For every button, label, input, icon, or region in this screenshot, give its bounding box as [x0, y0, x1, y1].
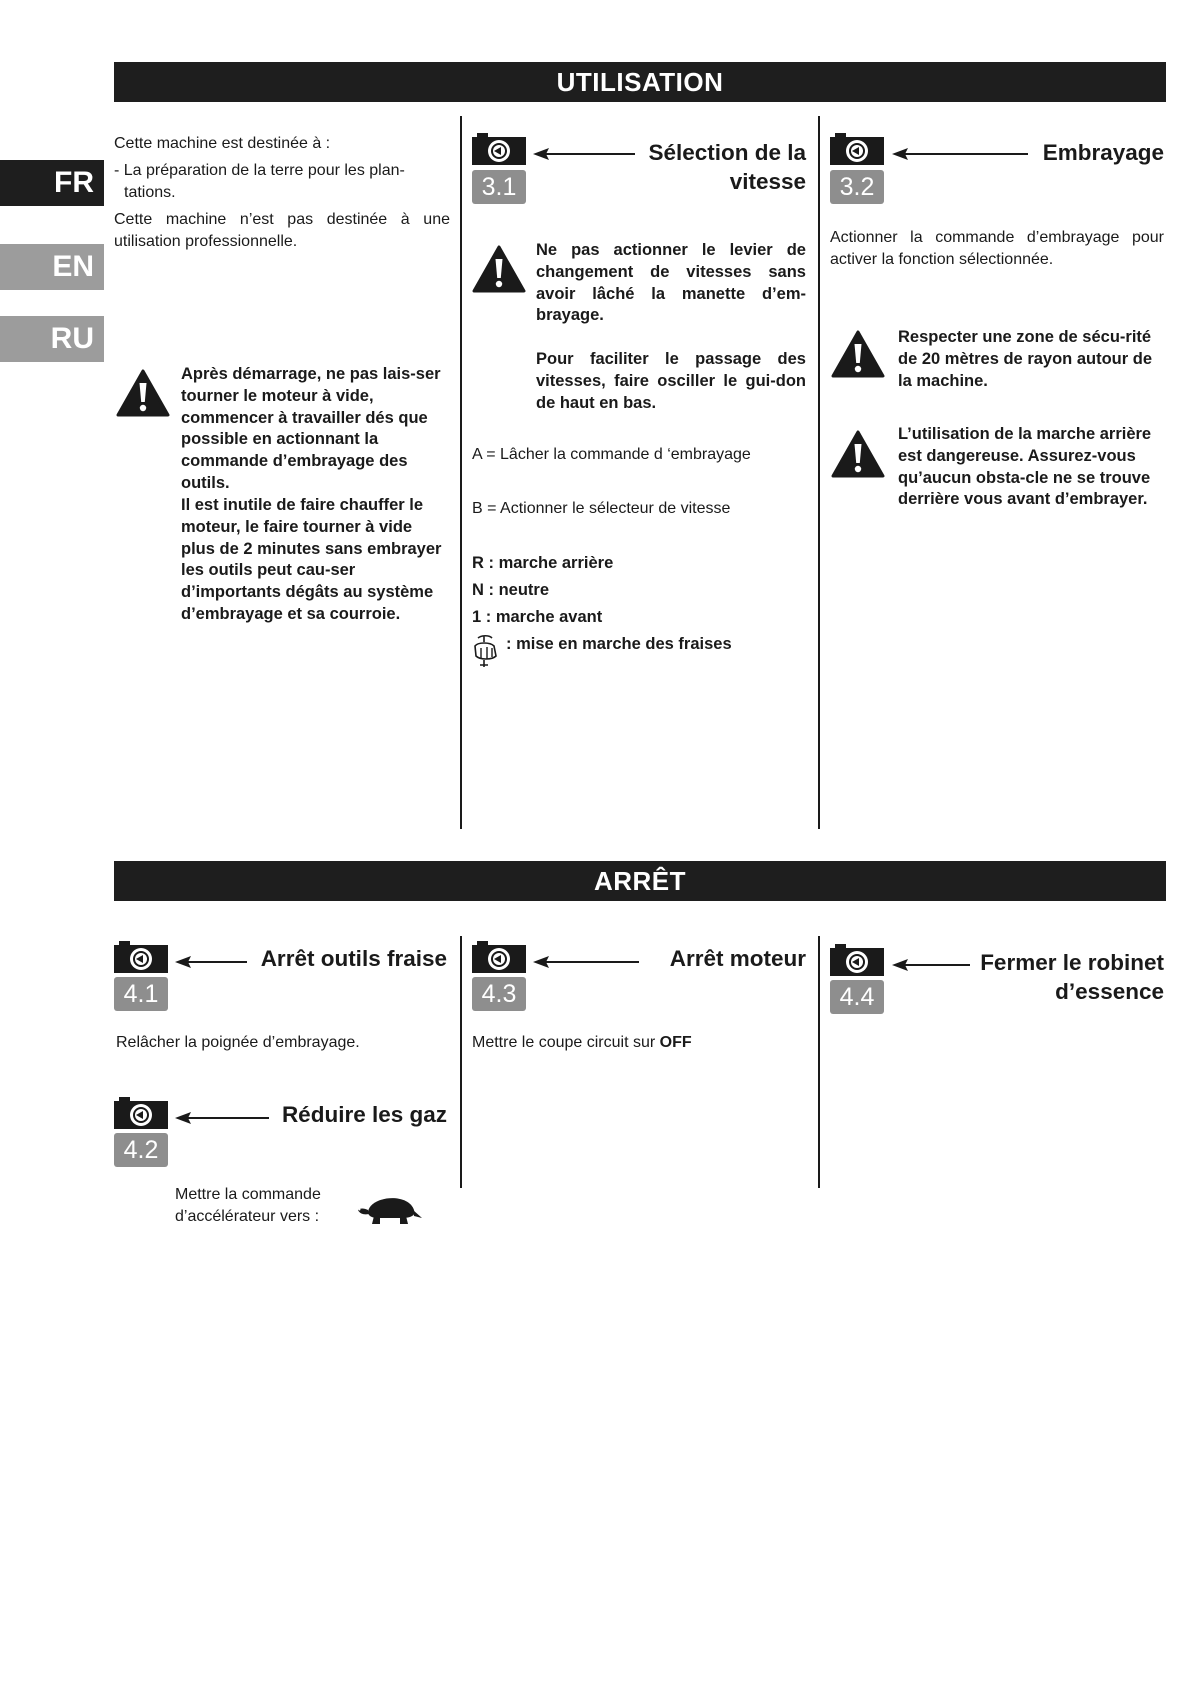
throttle-line: Mettre la commande: [175, 1186, 321, 1203]
turtle-icon: [358, 1188, 424, 1228]
section-title-tools-stop: Arrêt outils fraise: [260, 946, 447, 971]
step-badge-4-1: 4.1: [114, 977, 168, 1011]
step-badge-4-3: 4.3: [472, 977, 526, 1011]
tiller-icon: [472, 634, 500, 668]
gear-forward: 1 : marche avant: [472, 608, 603, 626]
gear-tiller: : mise en marche des fraises: [506, 635, 732, 653]
gear-neutral: N : neutre: [472, 581, 550, 599]
warning-safety-zone: Respecter une zone de sécu-rité de 20 mètres de rayon autour de la machine.: [898, 328, 1153, 390]
tab-ru[interactable]: RU: [0, 316, 104, 362]
engine-stop-instruction: Mettre le coupe circuit sur: [472, 1034, 656, 1051]
column-divider: [818, 936, 820, 1188]
arrow-left-icon: [892, 958, 970, 972]
warning-icon: [472, 245, 526, 293]
step-badge-3-2: 3.2: [830, 170, 884, 204]
warning-warmup: Il est inutile de faire chauffer le moteur, le faire tourner à vide plus de 2 minutes sans embrayer les outils peut cau-ser d’importants dégâts au système d’embrayage et sa courroie.: [181, 496, 442, 623]
title-line: vitesse: [729, 169, 806, 194]
camera-icon: [114, 941, 168, 973]
warning-reverse: L’utilisation de la marche arrière est dangereuse. Assurez-vous qu’aucun obsta-cle ne se trouve derrière vous avant d’embrayer.: [898, 425, 1152, 509]
tab-fr[interactable]: FR: [0, 160, 104, 206]
title-line: Sélection de la: [648, 140, 806, 165]
warning-idle-engine: Après démarrage, ne pas lais-ser tourner le moteur à vide, commencer à travailler dés que possible en actionnant la commande d’embrayage des outils.: [181, 365, 441, 492]
arret-heading: ARRÊT: [114, 861, 1166, 901]
gear-reverse: R : marche arrière: [472, 554, 614, 572]
arrow-left-icon: [175, 1111, 269, 1125]
intro-line1: Cette machine est destinée à :: [114, 135, 331, 152]
step-badge-4-2: 4.2: [114, 1133, 168, 1167]
camera-icon: [114, 1097, 168, 1129]
warning-icon: [831, 430, 885, 478]
column-divider: [818, 116, 820, 829]
section-title-throttle: Réduire les gaz: [281, 1102, 447, 1127]
throttle-line: d’accélérateur vers :: [175, 1207, 320, 1225]
utilisation-heading: UTILISATION: [114, 62, 1166, 102]
step-a: A = Lâcher la commande d ‘embrayage: [472, 446, 751, 463]
arrow-left-icon: [175, 955, 247, 969]
off-label: OFF: [659, 1034, 692, 1051]
engine-stop-text: [472, 1032, 812, 1054]
section-title-speed: [600, 138, 806, 196]
camera-icon: [472, 941, 526, 973]
step-badge-3-1: 3.1: [472, 170, 526, 204]
throttle-text: [175, 1184, 355, 1227]
tools-stop-text: Relâcher la poignée d’embrayage.: [116, 1034, 360, 1051]
step-b: B = Actionner le sélecteur de vitesse: [472, 500, 731, 517]
intro-line2: Cette machine n’est pas destinée à une utilisation professionnelle.: [114, 211, 450, 250]
title-line: Fermer le robinet: [980, 950, 1164, 975]
tab-en[interactable]: EN: [0, 244, 104, 290]
camera-icon: [472, 133, 526, 165]
title-line: d’essence: [1055, 979, 1164, 1004]
section-title-fuel: [960, 948, 1164, 1006]
warning-icon: [831, 330, 885, 378]
clutch-text: Actionner la commande d’embrayage pour activer la fonction sélectionnée.: [830, 229, 1164, 268]
arrow-left-icon: [533, 955, 639, 969]
tip-gear-change: Pour faciliter le passage des vitesses, faire osciller le gui-don de haut en bas.: [536, 350, 806, 412]
camera-icon: [830, 944, 884, 976]
camera-icon: [830, 133, 884, 165]
warning-gear-change: Ne pas actionner le levier de changement de vitesses sans avoir lâché la manette d’em-brayage.: [536, 241, 806, 325]
column-divider: [460, 936, 462, 1188]
intro-list-item: - La préparation de la terre pour les plan-tations.: [114, 162, 405, 201]
warning-icon: [116, 369, 170, 417]
column-divider: [460, 116, 462, 829]
section-title-engine-stop: Arrêt moteur: [669, 946, 806, 971]
step-badge-4-4: 4.4: [830, 980, 884, 1014]
section-title-clutch: Embrayage: [1042, 140, 1164, 165]
